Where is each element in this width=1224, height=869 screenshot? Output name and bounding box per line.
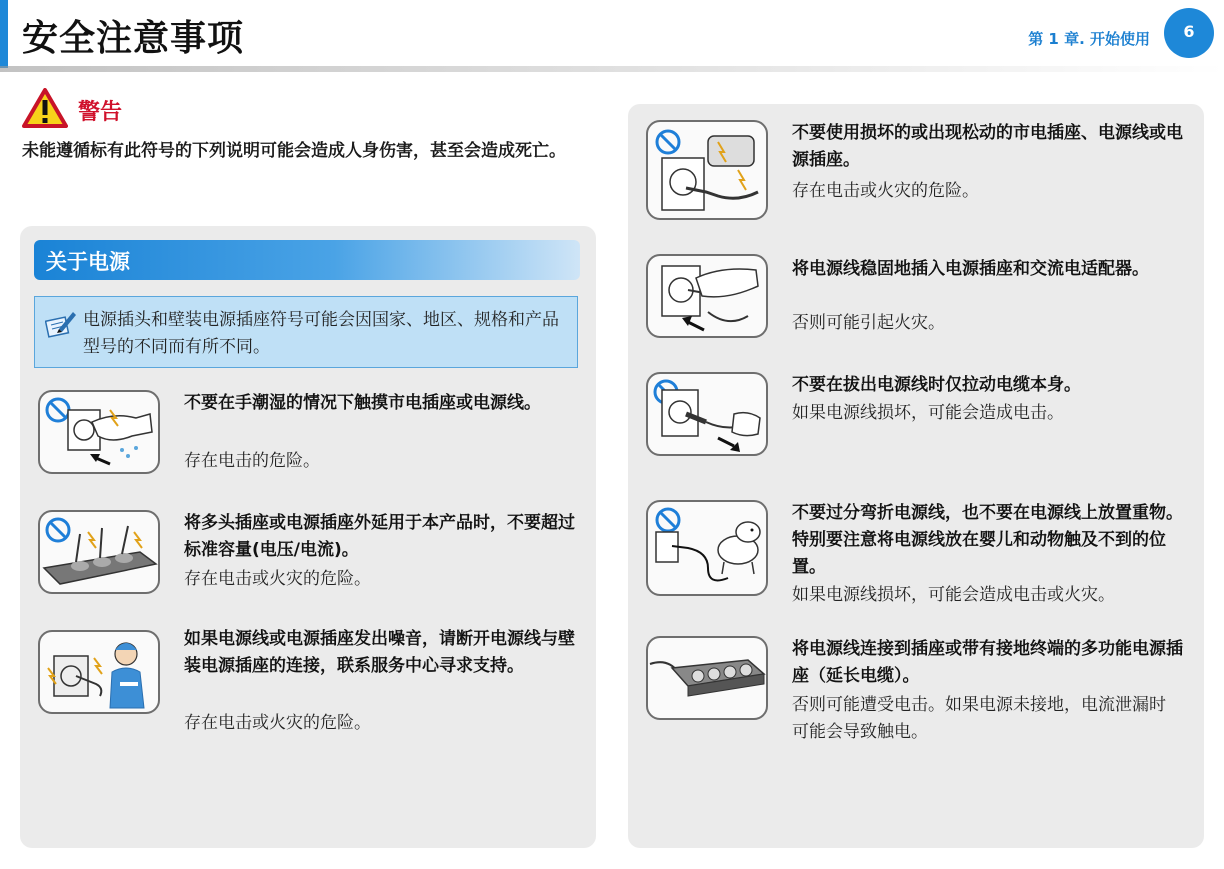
left-panel <box>20 226 596 848</box>
noisy-outlet-service-icon <box>38 630 160 714</box>
item-title: 不要使用损坏的或出现松动的市电插座、电源线或电源插座。 <box>792 123 1183 170</box>
chapter-label: 第 1 章. 开始使用 <box>1028 30 1150 48</box>
page-title: 安全注意事项 <box>22 18 245 59</box>
bent-cord-dog-icon <box>646 500 768 596</box>
item-description: 否则可能遭受电击。如果电源未接地，电流泄漏时可能会导致触电。 <box>792 695 1166 742</box>
item-description: 如果电源线损坏，可能会造成电击。 <box>792 403 1064 423</box>
item-description: 如果电源线损坏，可能会造成电击或火灾。 <box>792 585 1115 605</box>
section-title: 关于电源 <box>46 250 130 274</box>
wet-hand-plug-icon <box>38 390 160 474</box>
right-panel <box>628 104 1204 848</box>
item-title: 不要在手潮湿的情况下触摸市电插座或电源线。 <box>184 393 541 413</box>
item-title: 如果电源线或电源插座发出噪音，请断开电源线与壁装电源插座的连接，联系服务中心寻求支持。 <box>184 629 575 676</box>
item-title: 将多头插座或电源插座外延用于本产品时，不要超过标准容量(电压/电流)。 <box>184 513 575 560</box>
item-title: 不要在拔出电源线时仅拉动电缆本身。 <box>792 375 1081 395</box>
warning-block <box>22 88 602 165</box>
item-title: 将电源线连接到插座或带有接地终端的多功能电源插座（延长电缆）。 <box>792 639 1183 686</box>
overloaded-power-strip-icon <box>38 510 160 594</box>
warning-title: 警告 <box>78 99 123 125</box>
page-number-badge: 6 <box>1164 8 1214 58</box>
item-description: 存在电击或火灾的危险。 <box>184 569 371 589</box>
note-box <box>34 296 578 368</box>
warning-text: 未能遵循标有此符号的下列说明可能会造成人身伤害，甚至会造成死亡。 <box>22 141 566 161</box>
item-description: 存在电击的危险。 <box>184 451 320 471</box>
section-header <box>34 240 580 280</box>
header-accent-bar <box>0 0 8 68</box>
item-description: 否则可能引起火灾。 <box>792 313 945 333</box>
header-divider <box>0 66 1224 72</box>
pull-cable-icon <box>646 372 768 456</box>
plug-in-firmly-icon <box>646 254 768 338</box>
item-description: 存在电击或火灾的危险。 <box>792 181 979 201</box>
warning-triangle-icon <box>22 88 68 132</box>
item-title: 将电源线稳固地插入电源插座和交流电适配器。 <box>792 259 1149 279</box>
note-text: 电源插头和壁装电源插座符号可能会因国家、地区、规格和产品型号的不同而有所不同。 <box>83 310 559 357</box>
item-description: 存在电击或火灾的危险。 <box>184 713 371 733</box>
pencil-note-icon <box>45 309 77 343</box>
damaged-outlet-icon <box>646 120 768 220</box>
item-title: 不要过分弯折电源线，也不要在电源线上放置重物。特别要注意将电源线放在婴儿和动物触及不到的位置。 <box>792 503 1183 577</box>
grounded-power-strip-icon <box>646 636 768 720</box>
